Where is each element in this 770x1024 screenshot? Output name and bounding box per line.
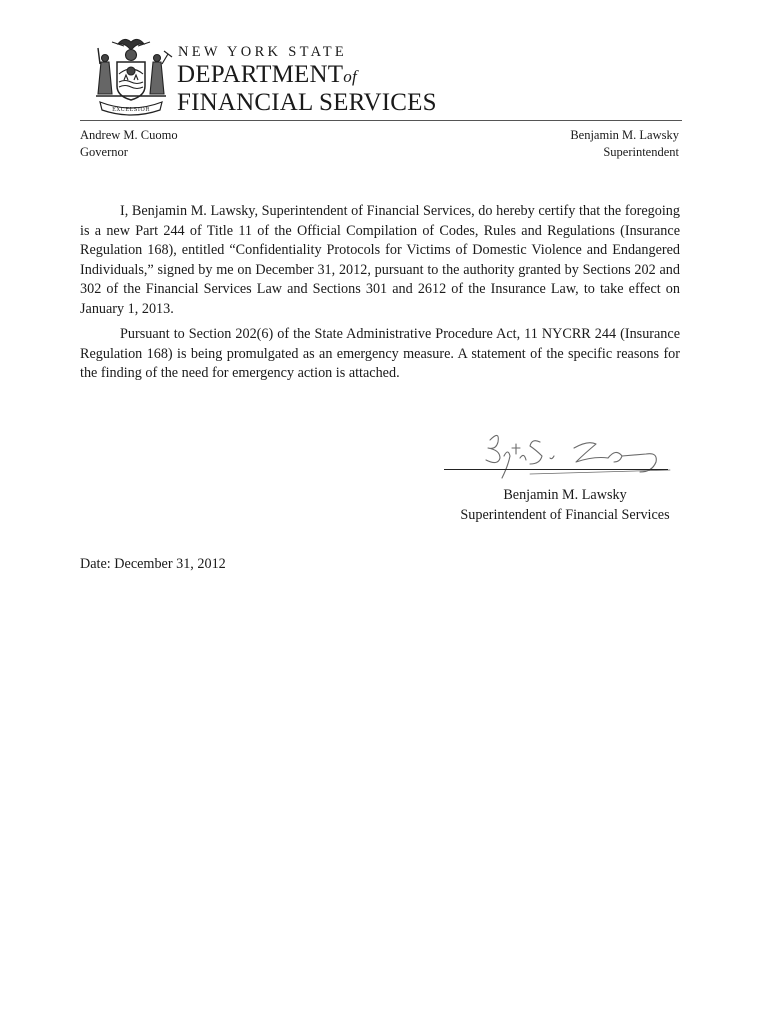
superintendent-name: Benjamin M. Lawsky — [570, 128, 679, 142]
superintendent-block — [570, 127, 679, 161]
governor-block — [80, 127, 178, 161]
org-state-name: NEW YORK STATE — [178, 44, 348, 60]
governor-name: Andrew M. Cuomo — [80, 128, 178, 142]
svg-text:EXCELSIOR: EXCELSIOR — [112, 107, 150, 113]
signatory-block — [440, 485, 690, 525]
document-date: Date: December 31, 2012 — [80, 556, 226, 572]
emergency-measure-paragraph: Pursuant to Section 202(6) of the State Administrative Procedure Act, 11 NYCRR 244 (Insurance Regulation 168) is being promulgated as an emergency measure. A statement of the specific reasons for the finding of the need for emergency action is attached. — [80, 326, 680, 382]
signatory-title: Superintendent of Financial Services — [460, 507, 670, 523]
letterhead-divider — [80, 120, 682, 121]
signatory-name: Benjamin M. Lawsky — [503, 487, 627, 503]
org-division-name: FINANCIAL SERVICES — [177, 89, 437, 116]
handwritten-signature-icon — [470, 418, 690, 492]
superintendent-title: Superintendent — [603, 145, 679, 159]
new-york-state-seal-icon — [88, 34, 174, 120]
certification-paragraph: I, Benjamin M. Lawsky, Superintendent of Financial Services, do hereby certify that the foregoing is a new Part 244 of Title 11 of the Official Compilation of Codes, Rules and Regulations (Insurance Regulation 168), entitled “Confidentiality Protocols for Victims of Domestic Violence and Endangered Individuals,” signed by me on December 31, 2012, pursuant to the authority granted by Sections 202 and 302 of the Financial Services Law and Sections 301 and 2612 of the Insurance Law, to take effect on January 1, 2013. — [80, 203, 680, 317]
org-department-name — [177, 61, 357, 89]
org-of-word: of — [343, 67, 357, 86]
governor-title: Governor — [80, 145, 128, 159]
letterhead — [88, 34, 688, 120]
org-department-word: DEPARTMENT — [177, 61, 344, 88]
signature-line — [444, 469, 668, 470]
